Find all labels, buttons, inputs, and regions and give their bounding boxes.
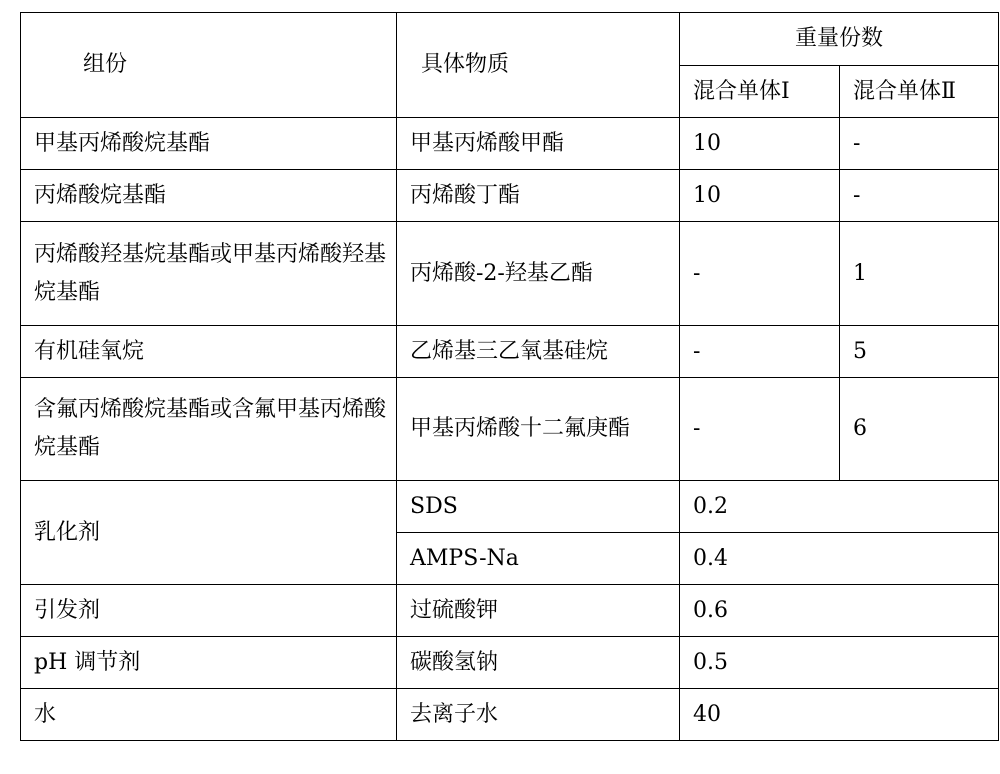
table-row — [21, 170, 999, 222]
component-cell: 丙烯酸羟基烷基酯或甲基丙烯酸羟基烷基酯 — [21, 222, 397, 326]
monomer-2-cell: 6 — [840, 378, 999, 481]
component-cell: 有机硅氧烷 — [21, 326, 397, 378]
substance-cell: 丙烯酸丁酯 — [397, 170, 680, 222]
substance-cell: 甲基丙烯酸十二氟庚酯 — [397, 378, 680, 481]
composition-table — [20, 12, 999, 741]
table-row — [21, 585, 999, 637]
table-row — [21, 378, 999, 481]
substance-cell: 乙烯基三乙氧基硅烷 — [397, 326, 680, 378]
substance-cell: SDS — [397, 481, 680, 533]
substance-cell: 过硫酸钾 — [397, 585, 680, 637]
monomer-1-cell: - — [680, 326, 840, 378]
value-cell: 0.6 — [680, 585, 999, 637]
substance-cell: AMPS-Na — [397, 533, 680, 585]
table-row — [21, 326, 999, 378]
substance-cell: 碳酸氢钠 — [397, 637, 680, 689]
substance-cell: 去离子水 — [397, 689, 680, 741]
component-cell: 含氟丙烯酸烷基酯或含氟甲基丙烯酸烷基酯 — [21, 378, 397, 481]
header-component: 组份 — [21, 13, 397, 118]
monomer-2-cell: - — [840, 170, 999, 222]
header-substance: 具体物质 — [397, 13, 680, 118]
table-row — [21, 481, 999, 533]
monomer-1-cell: - — [680, 222, 840, 326]
component-cell: 丙烯酸烷基酯 — [21, 170, 397, 222]
header-monomer-1: 混合单体Ⅰ — [680, 66, 840, 118]
value-cell: 40 — [680, 689, 999, 741]
monomer-2-cell: 5 — [840, 326, 999, 378]
value-cell: 0.5 — [680, 637, 999, 689]
monomer-2-cell: 1 — [840, 222, 999, 326]
table-row — [21, 637, 999, 689]
value-cell: 0.2 — [680, 481, 999, 533]
value-cell: 0.4 — [680, 533, 999, 585]
header-row — [21, 13, 999, 66]
monomer-1-cell: 10 — [680, 118, 840, 170]
monomer-2-cell: - — [840, 118, 999, 170]
table-row — [21, 689, 999, 741]
monomer-1-cell: - — [680, 378, 840, 481]
monomer-1-cell: 10 — [680, 170, 840, 222]
table-row — [21, 222, 999, 326]
component-cell: 水 — [21, 689, 397, 741]
component-cell: pH 调节剂 — [21, 637, 397, 689]
substance-cell: 丙烯酸-2-羟基乙酯 — [397, 222, 680, 326]
table-row — [21, 118, 999, 170]
component-cell: 乳化剂 — [21, 481, 397, 585]
header-monomer-2: 混合单体Ⅱ — [840, 66, 999, 118]
component-cell: 甲基丙烯酸烷基酯 — [21, 118, 397, 170]
component-cell: 引发剂 — [21, 585, 397, 637]
header-weight-parts: 重量份数 — [680, 13, 999, 66]
substance-cell: 甲基丙烯酸甲酯 — [397, 118, 680, 170]
